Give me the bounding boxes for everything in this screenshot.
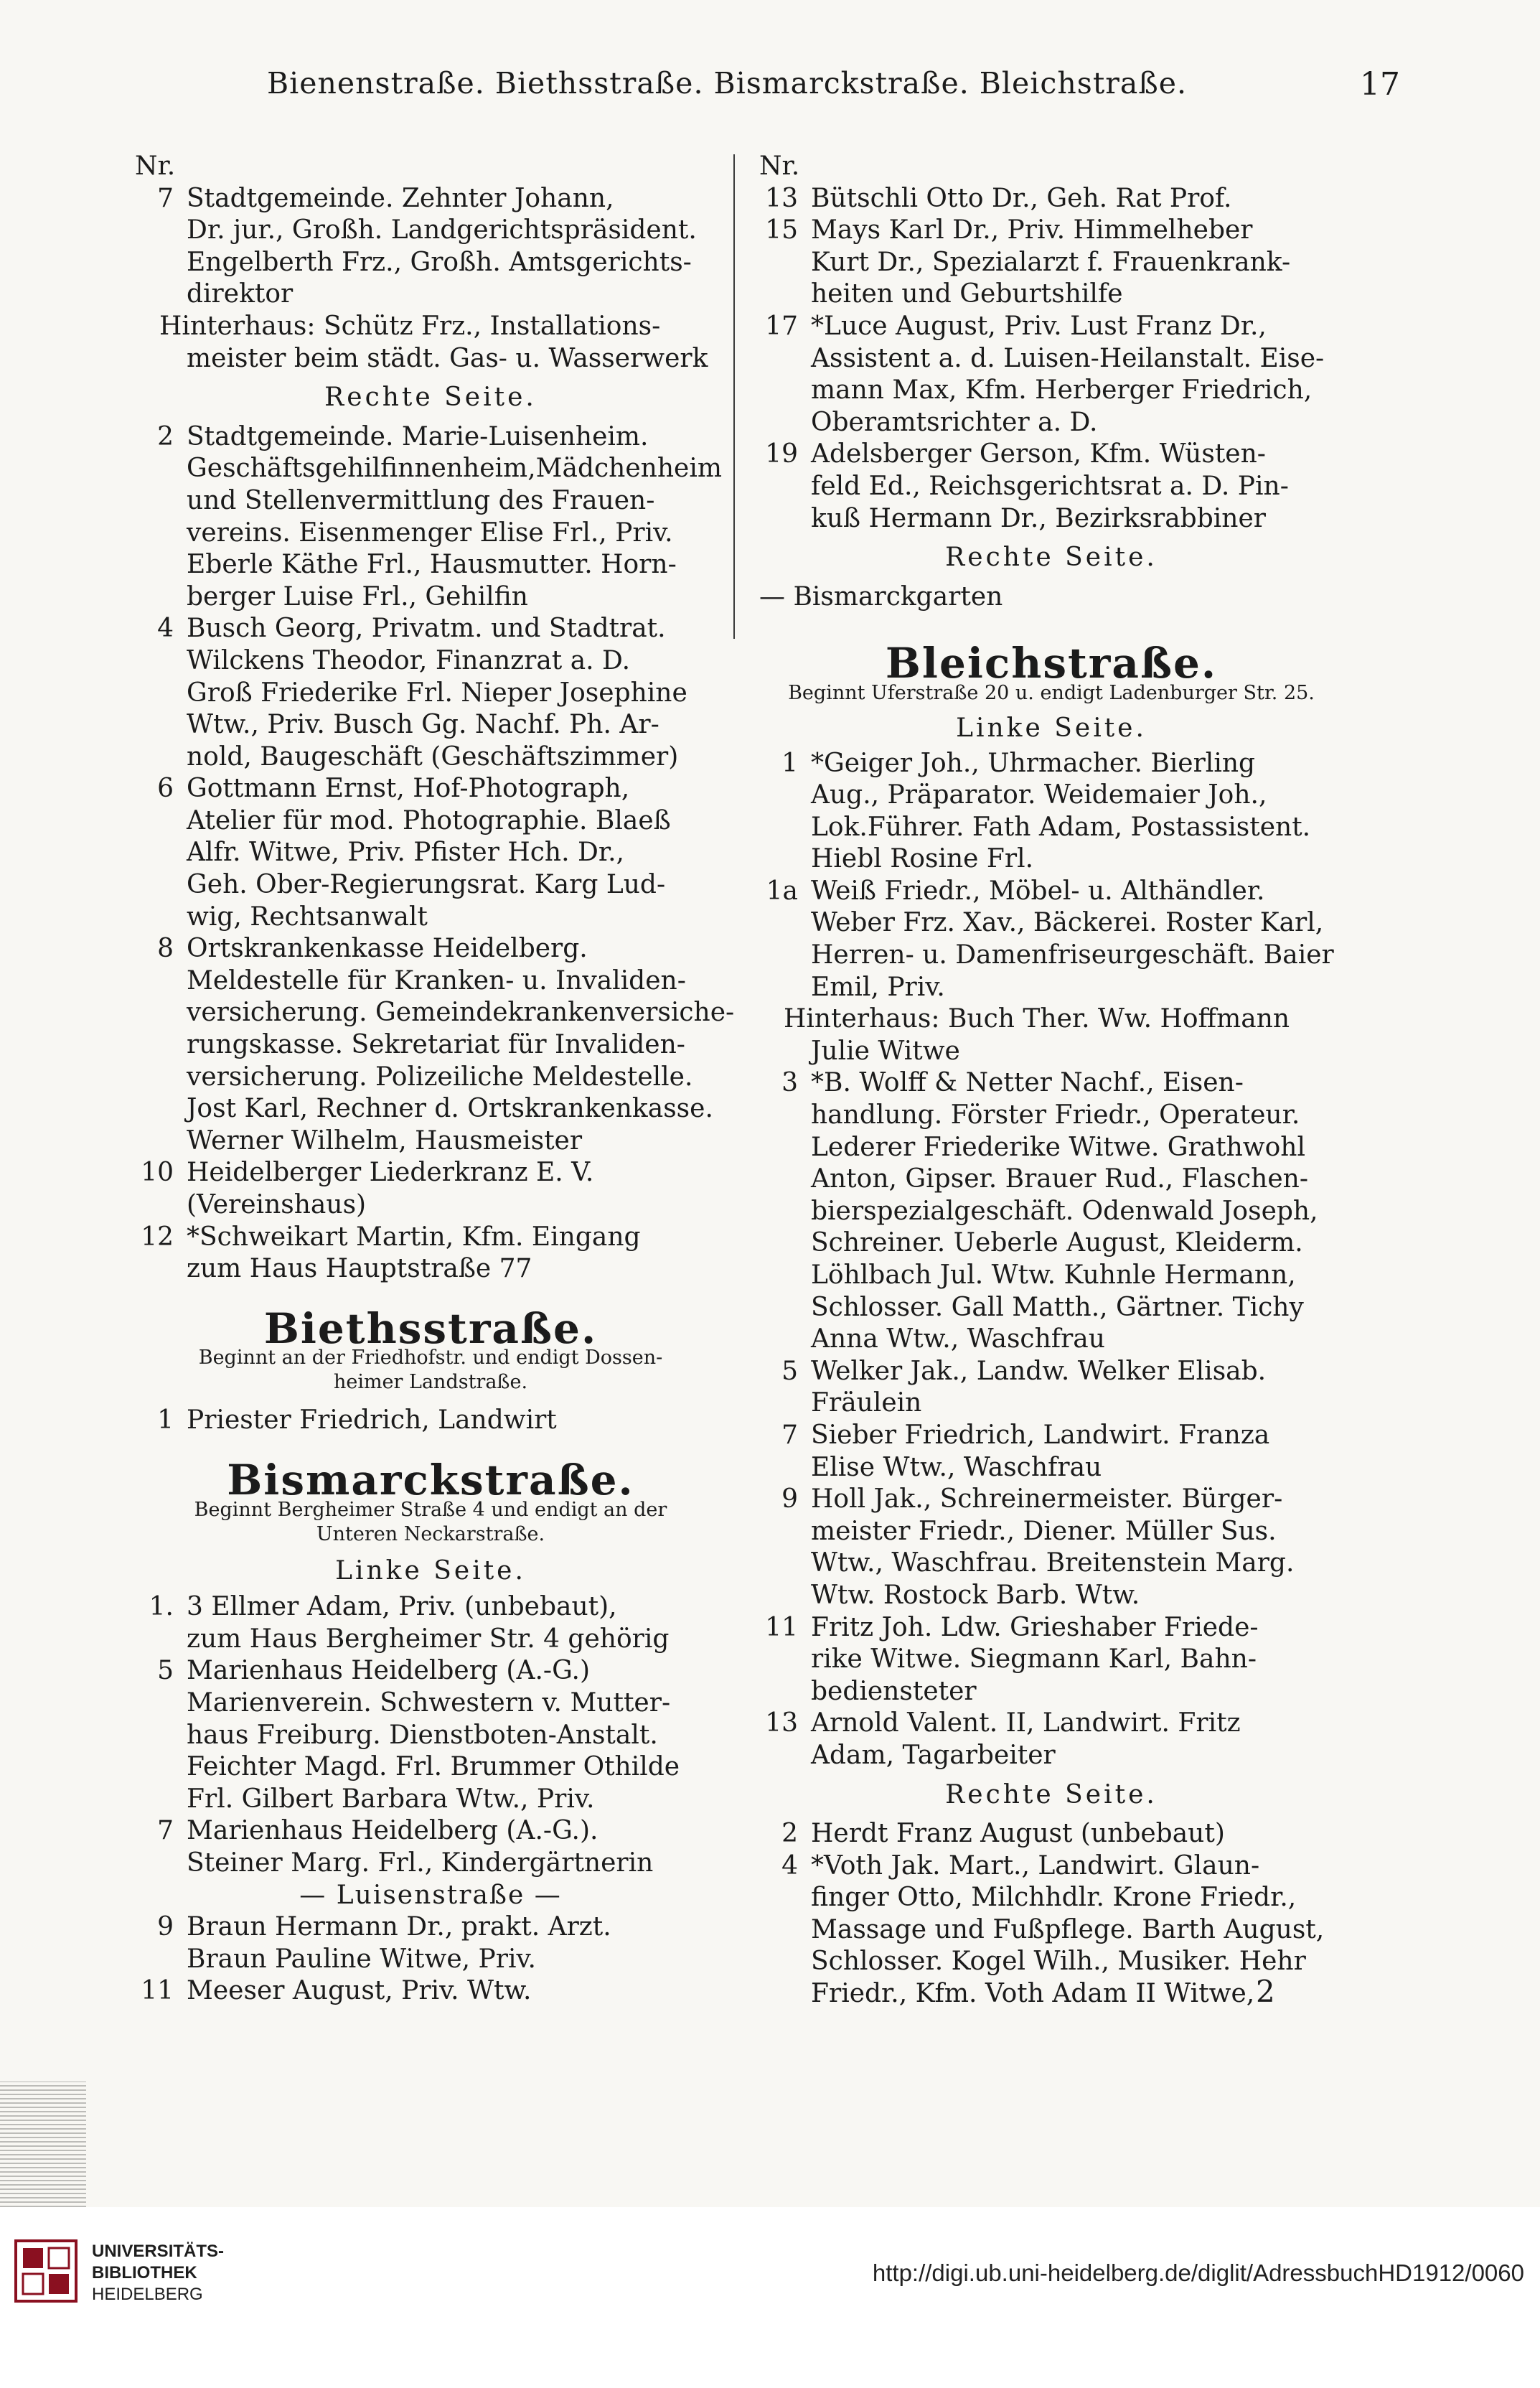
- page-header: [122, 66, 1400, 116]
- entry-line: Frl. Gilbert Barbara Wtw., Priv.: [187, 1784, 595, 1814]
- house-number: 12: [141, 1222, 174, 1252]
- street-description: Beginnt Uferstraße 20 u. endigt Ladenburger Str. 25.: [788, 681, 1315, 704]
- entry-line: Meeser August, Priv. Wtw.: [187, 1976, 532, 2006]
- house-number: 1.: [149, 1592, 174, 1622]
- library-name-line: UNIVERSITÄTS-: [92, 2242, 225, 2261]
- entry-line: Fritz Joh. Ldw. Grieshaber Friede-: [811, 1612, 1259, 1642]
- entry-line: meister beim städt. Gas- u. Wasserwerk: [187, 343, 708, 373]
- entry-line: Adelsberger Gerson, Kfm. Wüsten-: [811, 439, 1266, 469]
- entry-line: Dr. jur., Großh. Landgerichtspräsident.: [187, 215, 697, 245]
- entry-line: Marienhaus Heidelberg (A.-G.).: [187, 1816, 598, 1846]
- side-heading: Rechte Seite.: [945, 1779, 1158, 1809]
- entry-line: Wilckens Theodor, Finanzrat a. D.: [187, 645, 631, 675]
- entry-line: wig, Rechtsanwalt: [187, 902, 428, 932]
- entry-line: direktor: [187, 279, 294, 309]
- entry-line: feld Ed., Reichsgerichtsrat a. D. Pin-: [811, 471, 1289, 501]
- entry-line: Sieber Friedrich, Landwirt. Franza: [811, 1420, 1270, 1450]
- university-library-logo-icon: [13, 2238, 79, 2304]
- address-entry: [122, 1222, 739, 1286]
- side-heading: Rechte Seite.: [945, 543, 1158, 573]
- entry-line: Gottmann Ernst, Hof-Photograph,: [187, 774, 630, 804]
- address-entry: [746, 311, 1356, 439]
- house-number: 6: [157, 774, 174, 804]
- page-number: 17: [1360, 66, 1400, 103]
- house-number: 2: [157, 421, 174, 451]
- house-number: 11: [141, 1976, 174, 2006]
- entry-line: Ortskrankenkasse Heidelberg.: [187, 934, 588, 964]
- entry-line: Stadtgemeinde. Marie-Luisenheim.: [187, 421, 649, 451]
- address-entry: [746, 1484, 1356, 1611]
- side-heading: Rechte Seite.: [324, 383, 537, 413]
- street-title: Bismarckstraße.: [227, 1455, 634, 1504]
- entry-line: haus Freiburg. Dienstboten-Anstalt.: [187, 1720, 658, 1750]
- address-entry: [122, 1911, 739, 1975]
- house-number: 5: [157, 1656, 174, 1686]
- address-entry: [122, 1815, 739, 1879]
- house-number: 1: [781, 748, 798, 778]
- entry-line: nold, Baugeschäft (Geschäftszimmer): [187, 741, 679, 772]
- entry-line: meister Friedr., Diener. Müller Sus.: [811, 1516, 1277, 1546]
- entry-line: kuß Hermann Dr., Bezirksrabbiner: [811, 503, 1266, 533]
- entry-line: Feichter Magd. Frl. Brummer Othilde: [187, 1752, 680, 1782]
- entry-line: Holl Jak., Schreinermeister. Bürger-: [811, 1484, 1283, 1514]
- side-heading: Linke Seite.: [335, 1555, 526, 1586]
- entry-line: Wtw., Waschfrau. Breitenstein Marg.: [811, 1548, 1295, 1578]
- house-number: 5: [781, 1356, 798, 1386]
- entry-line: Anna Wtw., Waschfrau: [811, 1324, 1105, 1354]
- street-title: Biethsstraße.: [263, 1303, 598, 1353]
- entry-line: Welker Jak., Landw. Welker Elisab.: [811, 1356, 1267, 1386]
- entry-line: Löhlbach Jul. Wtw. Kuhnle Hermann,: [811, 1260, 1296, 1290]
- entry-line: Hinterhaus: Buch Ther. Ww. Hoffmann: [784, 1004, 1290, 1034]
- side-heading: Linke Seite.: [956, 713, 1147, 743]
- entry-line: Schlosser. Kogel Wilh., Musiker. Hehr: [811, 1947, 1306, 1977]
- address-entry: [122, 613, 739, 773]
- address-entry: [746, 183, 1356, 215]
- entry-line: heiten und Geburtshilfe: [811, 279, 1123, 309]
- running-head: Bienenstraße. Biethsstraße. Bismarckstraße. Bleichstraße.: [266, 66, 1188, 100]
- street-description: Unteren Neckarstraße.: [316, 1522, 545, 1545]
- address-entry: [122, 773, 739, 933]
- viewer-footer: [0, 2207, 1540, 2388]
- address-entry: [122, 183, 739, 311]
- entry-line: Jost Karl, Rechner d. Ortskrankenkasse.: [187, 1094, 713, 1124]
- entry-line: Atelier für mod. Photographie. Blaeß: [187, 805, 671, 835]
- entry-line: zum Haus Hauptstraße 77: [187, 1254, 532, 1284]
- house-number: 1: [157, 1405, 174, 1436]
- entry-line: Aug., Präparator. Weidemaier Joh.,: [811, 780, 1267, 810]
- entry-line: (Vereinshaus): [187, 1190, 367, 1219]
- entry-line: Marienverein. Schwestern v. Mutter-: [187, 1687, 671, 1718]
- address-entry: [746, 439, 1356, 535]
- house-number: 13: [765, 183, 798, 213]
- address-entry: [122, 1591, 739, 1655]
- cross-street-marker: — Luisenstraße —: [299, 1880, 562, 1910]
- house-number: 17: [765, 311, 798, 341]
- entry-line: Friedr., Kfm. Voth Adam II Witwe,: [811, 1979, 1255, 2009]
- entry-line: rungskasse. Sekretariat für Invaliden-: [187, 1030, 685, 1060]
- entry-line: *Schweikart Martin, Kfm. Eingang: [187, 1222, 641, 1252]
- entry-line: Fräulein: [811, 1388, 922, 1418]
- address-entry: [122, 1975, 739, 2008]
- entry-line: rike Witwe. Siegmann Karl, Bahn-: [811, 1644, 1257, 1675]
- entry-line: Braun Pauline Witwe, Priv.: [187, 1944, 536, 1974]
- entry-line: zum Haus Bergheimer Str. 4 gehörig: [187, 1624, 670, 1654]
- entry-line: Groß Friederike Frl. Nieper Josephine: [187, 678, 687, 708]
- entry-line: Adam, Tagarbeiter: [811, 1740, 1056, 1770]
- address-entry: [122, 1157, 739, 1221]
- street-title: Bleichstraße.: [885, 639, 1218, 688]
- entry-line: Assistent a. d. Luisen-Heilanstalt. Eise-: [811, 343, 1325, 373]
- house-number: 15: [765, 215, 798, 245]
- entry-line: Bütschli Otto Dr., Geh. Rat Prof.: [811, 183, 1232, 213]
- address-entry: [746, 215, 1356, 311]
- entry-line: versicherung. Gemeindekrankenversiche-: [187, 998, 735, 1028]
- entry-line: Busch Georg, Privatm. und Stadtrat.: [187, 614, 666, 644]
- entry-line: Oberamtsrichter a. D.: [811, 407, 1098, 437]
- house-number: 3: [781, 1068, 798, 1098]
- entry-line: Schreiner. Ueberle August, Kleiderm.: [811, 1228, 1303, 1258]
- library-name: [92, 2241, 224, 2305]
- nr-heading: Nr.: [135, 151, 176, 181]
- house-number: 7: [157, 1816, 174, 1846]
- address-entry: [746, 1708, 1356, 1771]
- entry-line: Eberle Käthe Frl., Hausmutter. Horn-: [187, 550, 677, 580]
- entry-line: Werner Wilhelm, Hausmeister: [187, 1125, 583, 1156]
- address-entry: [122, 421, 739, 614]
- entry-line: Herren- u. Damenfriseurgeschäft. Baier: [811, 940, 1334, 970]
- entry-line: Braun Hermann Dr., prakt. Arzt.: [187, 1912, 611, 1942]
- library-name-line: HEIDELBERG: [92, 2285, 203, 2304]
- entry-line: Hinterhaus: Schütz Frz., Installations-: [159, 311, 661, 341]
- house-number: 2: [781, 1819, 798, 1849]
- entry-line: Kurt Dr., Spezialarzt f. Frauenkrank-: [811, 247, 1291, 277]
- entry-line: Engelberth Frz., Großh. Amtsgerichts-: [187, 247, 692, 277]
- entry-line: bediensteter: [811, 1676, 977, 1706]
- entry-line: Lederer Friederike Witwe. Grathwohl: [811, 1132, 1305, 1162]
- entry-line: *Voth Jak. Mart., Landwirt. Glaun-: [811, 1850, 1260, 1881]
- entry-line: Elise Wtw., Waschfrau: [811, 1452, 1102, 1482]
- address-entry: [122, 1655, 739, 1815]
- entry-line: *B. Wolff & Netter Nachf., Eisen-: [811, 1068, 1244, 1098]
- entry-line: vereins. Eisenmenger Elise Frl., Priv.: [187, 518, 673, 548]
- street-description: heimer Landstraße.: [333, 1371, 528, 1394]
- entry-line: *Luce August, Priv. Lust Franz Dr.,: [811, 311, 1267, 341]
- house-number: 7: [781, 1420, 798, 1450]
- house-number: 9: [781, 1484, 798, 1514]
- entry-line: Herdt Franz August (unbebaut): [811, 1819, 1225, 1849]
- entry-line: Wtw. Rostock Barb. Wtw.: [811, 1580, 1140, 1610]
- house-number: 7: [157, 183, 174, 213]
- entry-line: *Geiger Joh., Uhrmacher. Bierling: [811, 748, 1256, 778]
- address-entry: [746, 1067, 1356, 1355]
- entry-line: Massage und Fußpflege. Barth August,: [811, 1914, 1325, 1944]
- entry-line: Marienhaus Heidelberg (A.-G.): [187, 1656, 591, 1686]
- entry-line: Heidelberger Liederkranz E. V.: [187, 1158, 594, 1188]
- entry-line: 3 Ellmer Adam, Priv. (unbebaut),: [187, 1592, 617, 1622]
- house-number: 13: [765, 1708, 798, 1738]
- library-name-line: BIBLIOTHEK: [92, 2263, 197, 2282]
- entry-line: Weber Frz. Xav., Bäckerei. Roster Karl,: [811, 908, 1324, 938]
- entry-line: bierspezialgeschäft. Odenwald Joseph,: [811, 1196, 1318, 1226]
- house-number: 9: [157, 1912, 174, 1942]
- entry-line: handlung. Förster Friedr., Operateur.: [811, 1100, 1300, 1130]
- entry-line: Steiner Marg. Frl., Kindergärtnerin: [187, 1848, 654, 1878]
- entry-line: Mays Karl Dr., Priv. Himmelheber: [811, 215, 1253, 245]
- signature-mark: 2: [1256, 1974, 1275, 2009]
- address-entry: [746, 748, 1356, 876]
- address-entry: [746, 1818, 1356, 1850]
- address-entry: [122, 933, 739, 1157]
- entry-line: Priester Friedrich, Landwirt: [187, 1405, 557, 1436]
- entry-line: Julie Witwe: [811, 1036, 960, 1066]
- entry-line: finger Otto, Milchhdlr. Krone Friedr.,: [811, 1883, 1297, 1913]
- entry-line: Hiebl Rosine Frl.: [811, 844, 1034, 874]
- scan-edge-artifact: [0, 2082, 86, 2207]
- house-number: 4: [157, 614, 174, 644]
- address-entry: [746, 1420, 1356, 1484]
- street-description: Beginnt an der Friedhofstr. und endigt Dossen-: [198, 1347, 663, 1369]
- house-number: 8: [157, 934, 174, 964]
- rear-building-entry: [122, 311, 739, 375]
- house-number: 1a: [766, 876, 798, 906]
- address-entry: [746, 1612, 1356, 1708]
- entry-line: und Stellenvermittlung des Frauen-: [187, 485, 655, 515]
- entry-line: mann Max, Kfm. Herberger Friedrich,: [811, 375, 1313, 406]
- street-description: Beginnt Bergheimer Straße 4 und endigt an der: [194, 1498, 667, 1521]
- house-number: 19: [765, 439, 798, 469]
- right-column: [746, 151, 1356, 2010]
- house-number: 4: [781, 1850, 798, 1881]
- rear-building-entry: [746, 1003, 1356, 1067]
- entry-line: berger Luise Frl., Gehilfin: [187, 581, 528, 612]
- entry-line: versicherung. Polizeiliche Meldestelle.: [187, 1062, 693, 1092]
- address-entry: [122, 1405, 739, 1437]
- house-number: 11: [765, 1612, 798, 1642]
- entry-line: Geh. Ober-Regierungsrat. Karg Lud-: [187, 870, 666, 900]
- entry-line: Arnold Valent. II, Landwirt. Fritz: [811, 1708, 1241, 1738]
- left-column: [122, 151, 739, 2008]
- entry-line: Geschäftsgehilfinnenheim,Mädchenheim: [187, 454, 722, 484]
- entry-line: Alfr. Witwe, Priv. Pfister Hch. Dr.,: [187, 838, 624, 868]
- entry-line: Weiß Friedr., Möbel- u. Althändler.: [811, 876, 1265, 906]
- address-entry: [746, 1356, 1356, 1420]
- entry-line: Stadtgemeinde. Zehnter Johann,: [187, 183, 614, 213]
- entry-line: Meldestelle für Kranken- u. Invaliden-: [187, 965, 686, 996]
- entry-line: Emil, Priv.: [811, 972, 945, 1002]
- entry-line: Anton, Gipser. Brauer Rud., Flaschen-: [811, 1164, 1308, 1194]
- house-number: 10: [141, 1158, 174, 1188]
- entry-line: Schlosser. Gall Matth., Gärtner. Tichy: [811, 1292, 1304, 1322]
- nr-heading: Nr.: [759, 151, 800, 181]
- entry-line: Wtw., Priv. Busch Gg. Nachf. Ph. Ar-: [187, 710, 659, 740]
- address-entry: [746, 876, 1356, 1003]
- cross-street-marker: — Bismarckgarten: [759, 581, 1003, 612]
- permalink-url[interactable]: http://digi.ub.uni-heidelberg.de/diglit/AdressbuchHD1912/0060: [872, 2260, 1524, 2286]
- entry-line: Lok.Führer. Fath Adam, Postassistent.: [811, 812, 1311, 842]
